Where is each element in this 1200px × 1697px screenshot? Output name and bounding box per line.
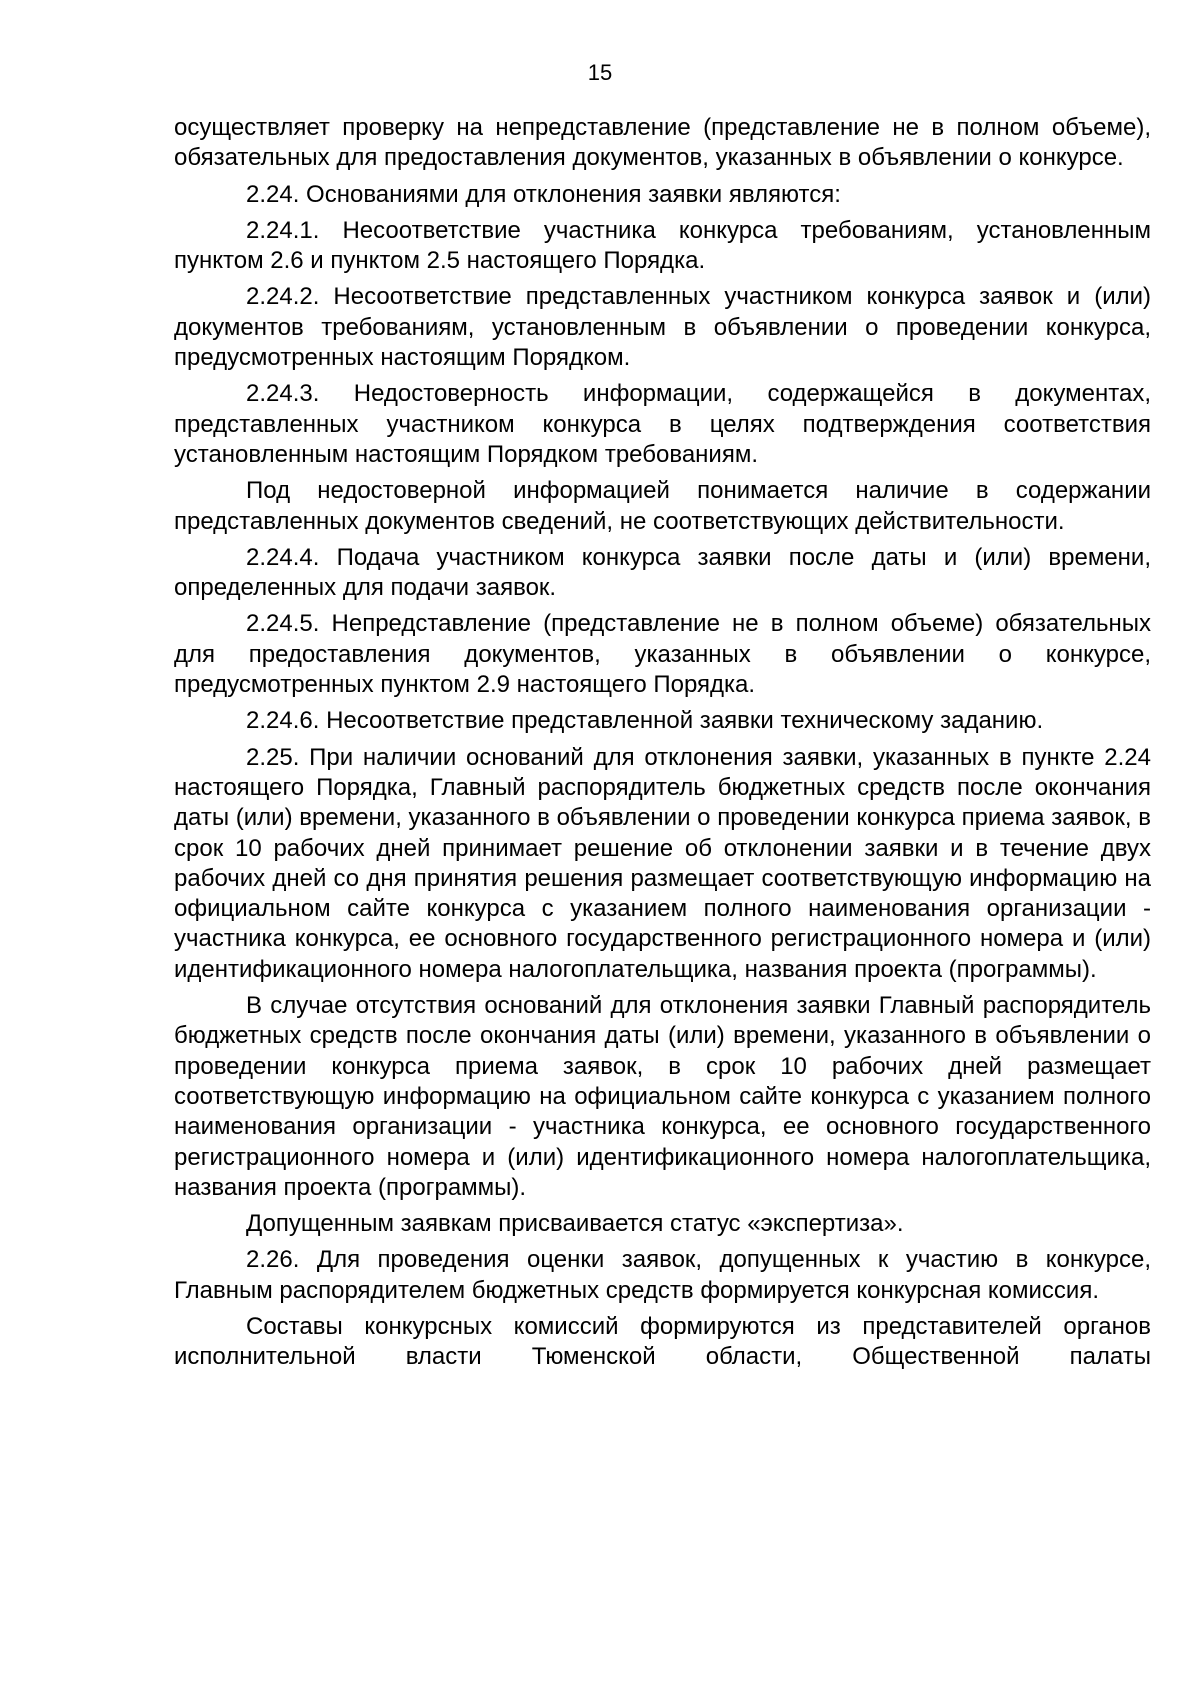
paragraph-2-24: 2.24. Основаниями для отклонения заявки являются: [246,180,841,208]
paragraph-continuation: осуществляет проверку на непредставление (представление не в полном объеме), обязательных для предоставления документов, указанных в объявлении о конкурсе. [174,114,1151,172]
document-body [174,113,1151,1379]
paragraph-2-24-1: 2.24.1. Несоответствие участника конкурса требованиям, установленным пунктом 2.6 и пунктом 2.5 настоящего Порядка. [174,216,1151,275]
paragraph-definition: Под недостоверной информацией понимается наличие в содержании представленных документов сведений, не соответствующих действительности. [174,477,1151,535]
paragraph-2-24-3: 2.24.3. Недостоверность информации, содержащейся в документах, представленных участником конкурса в целях подтверждения соответствия установленным настоящим Порядком требованиям. [174,380,1151,468]
paragraph-2-25: 2.25. При наличии оснований для отклонения заявки, указанных в пункте 2.24 настоящего Порядка, Главный распорядитель бюджетных средств после окончания даты (или) времени, указанного в объявлении о проведении конкурса приема заявок, в срок 10 рабочих дней принимает решение об отклонении заявки и в течение двух рабочих дней со дня принятия решения размещает соответствующую информацию на официальном сайте конкурса с указанием полного наименования организации - участника конкурса, ее основного государственного регистрационного номера и (или) идентификационного номера налогоплательщика, названия проекта (программы). [174,743,1151,983]
page-number: 15 [587,60,613,85]
paragraph-2-24-6: 2.24.6. Несоответствие представленной заявки техническому заданию. [246,707,1044,735]
paragraph-status: Допущенным заявкам присваивается статус «экспертиза». [246,1210,904,1238]
paragraph-no-grounds: В случае отсутствия оснований для отклонения заявки Главный распорядитель бюджетных средств после окончания даты (или) времени, указанного в объявлении о проведении конкурса приема заявок, в срок 10 рабочих дней размещает соответствующую информацию на официальном сайте конкурса с указанием полного наименования организации - участника конкурса, ее основного государственного регистрационного номера и (или) идентификационного номера налогоплательщика, названия проекта (программы). [174,992,1151,1201]
paragraph-2-24-4: 2.24.4. Подача участником конкурса заявки после даты и (или) времени, определенных для подачи заявок. [174,543,1151,602]
paragraph-commission-composition: Составы конкурсных комиссий формируются из представителей органов исполнительной власти Тюменской области, Общественной палаты [174,1312,1151,1371]
paragraph-2-24-5: 2.24.5. Непредставление (представление не в полном объеме) обязательных для предоставления документов, указанных в объявлении о конкурсе, предусмотренных пунктом 2.9 настоящего Порядка. [174,610,1151,699]
paragraph-2-24-2: 2.24.2. Несоответствие представленных участником конкурса заявок и (или) документов требованиям, установленным в объявлении о проведении конкурса, предусмотренных настоящим Порядком. [174,283,1151,372]
paragraph-2-26: 2.26. Для проведения оценки заявок, допущенных к участию в конкурсе, Главным распорядителем бюджетных средств формируется конкурсная комиссия. [174,1246,1151,1304]
